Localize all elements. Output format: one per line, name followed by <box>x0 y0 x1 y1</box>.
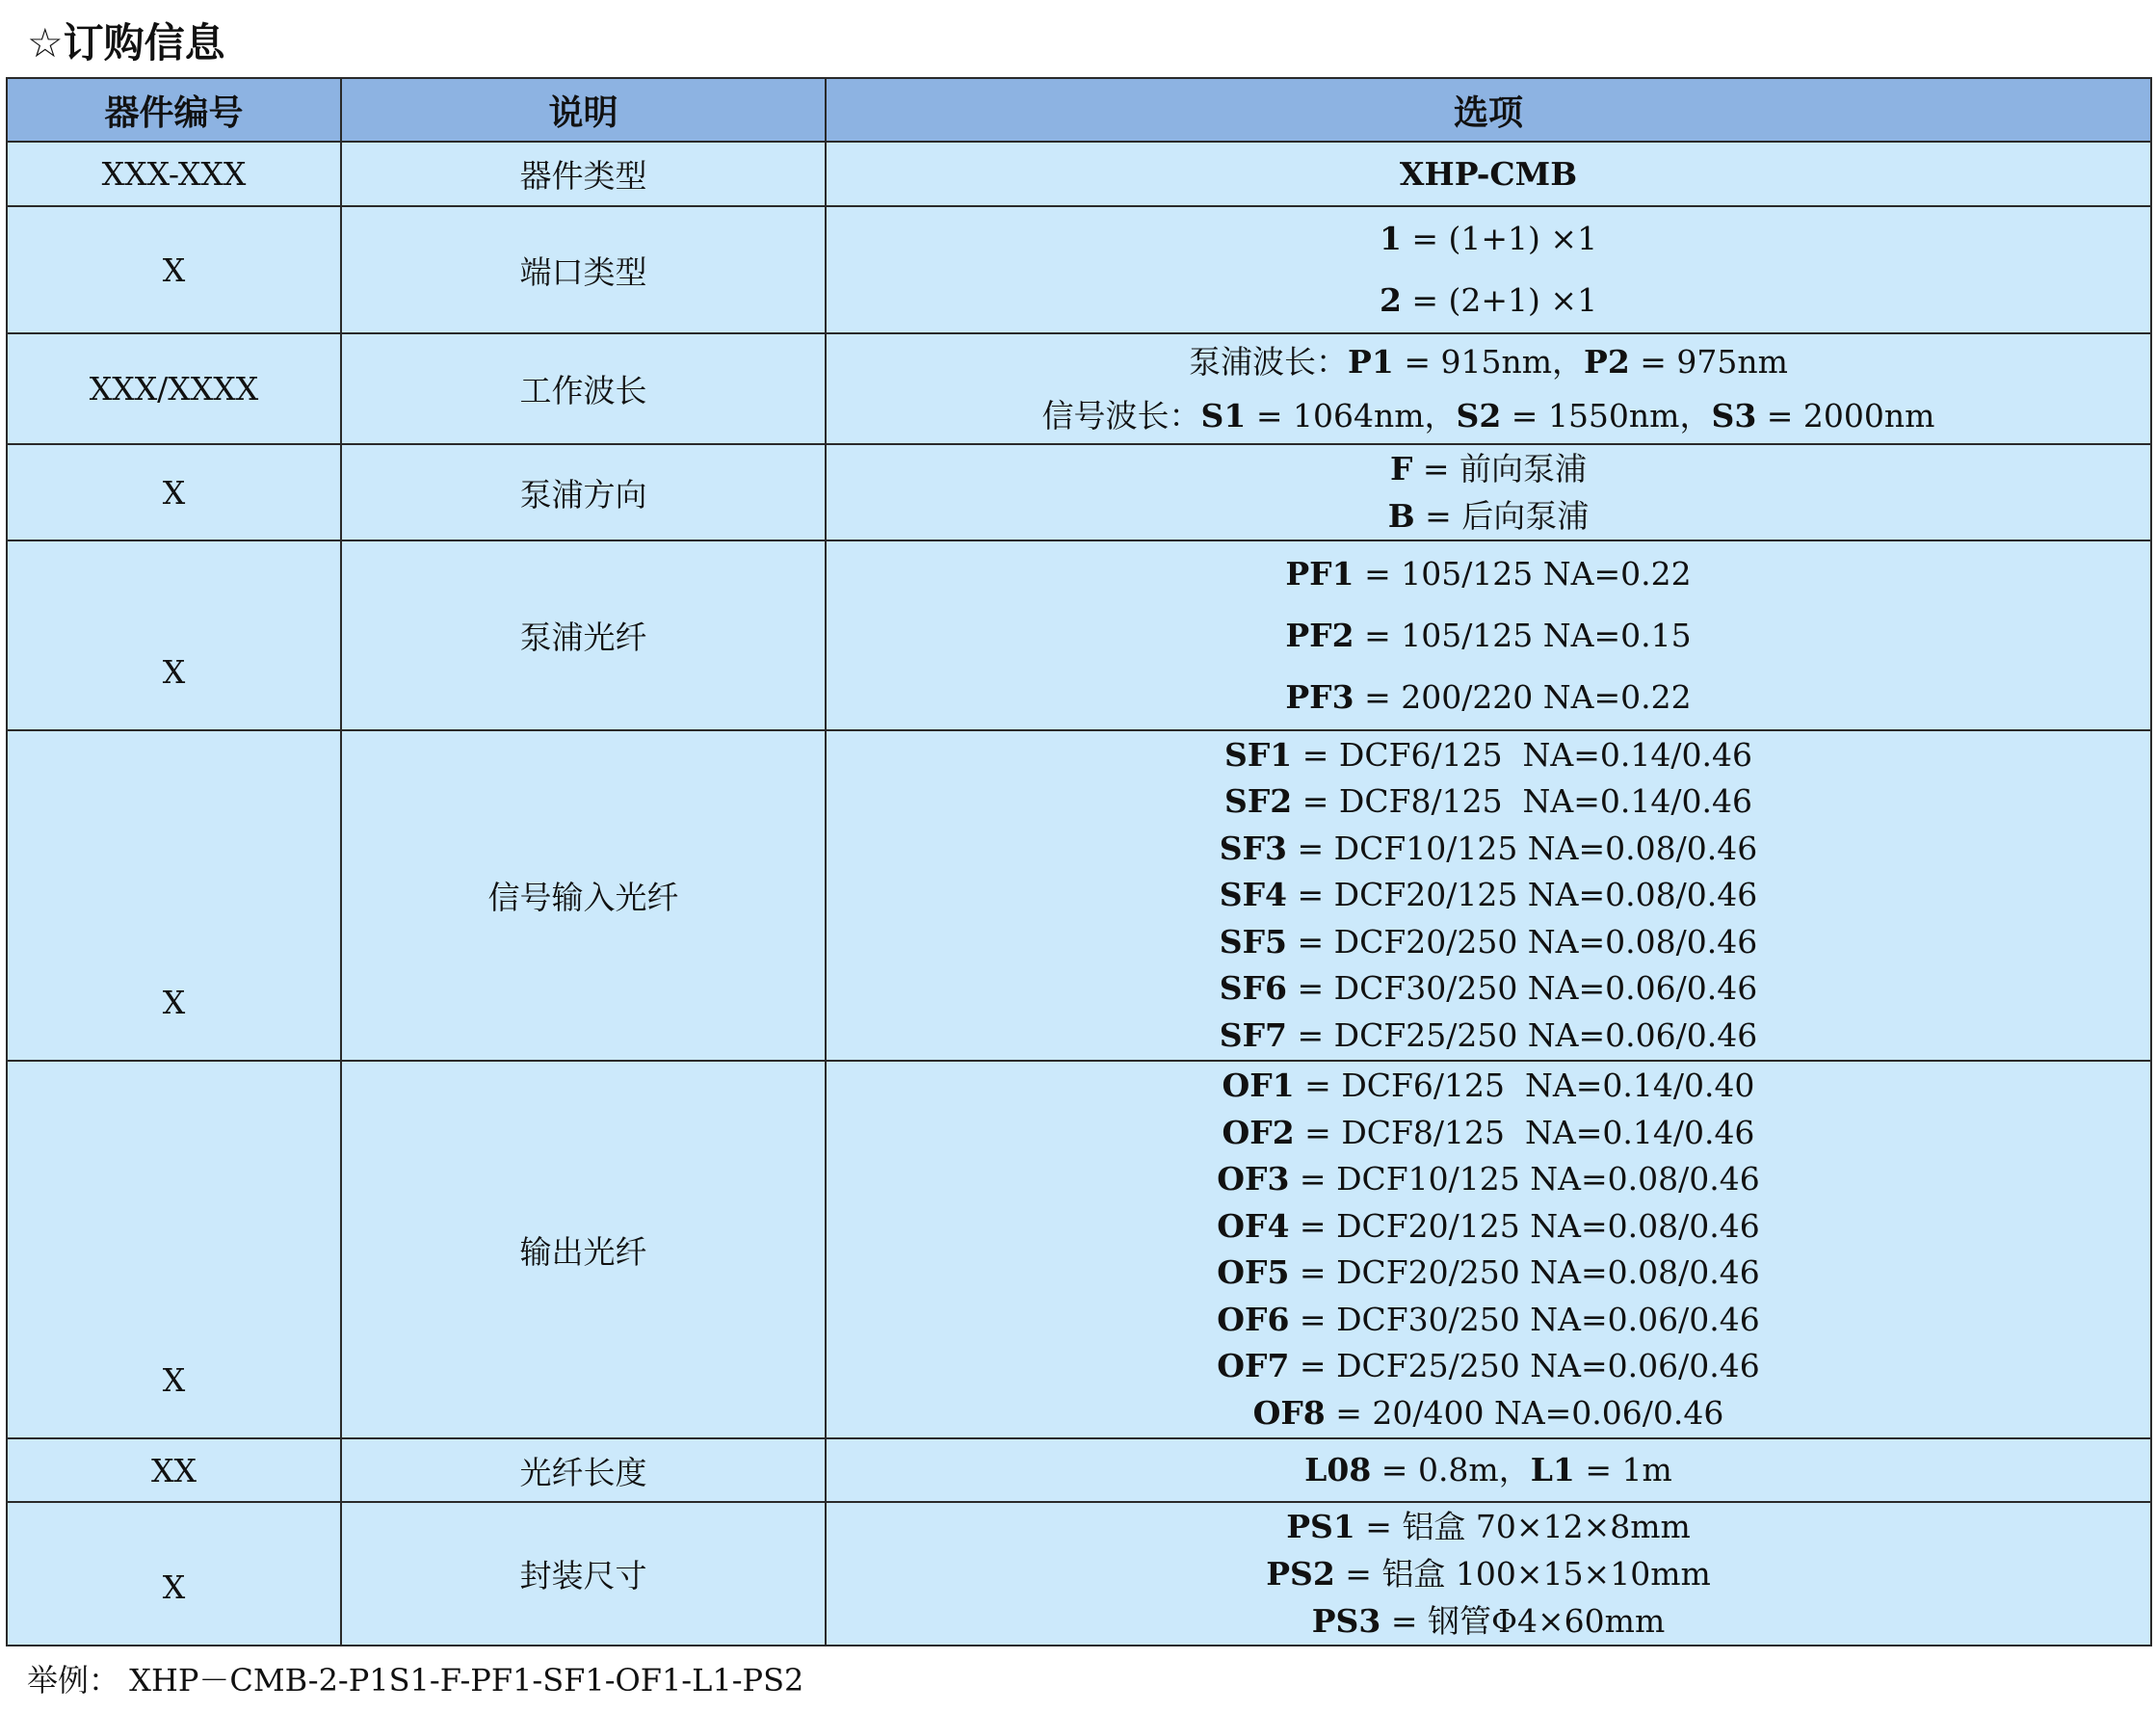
option-line <box>827 543 2150 605</box>
description-cell: 光纤长度 <box>341 1438 826 1502</box>
options-cell <box>826 206 2151 333</box>
part-number-cell: X <box>7 444 341 540</box>
option-value: = DCF25/250 NA=0.06/0.46 <box>1286 1015 1758 1054</box>
page-title: ☆订购信息 <box>27 19 225 66</box>
option-code: L1 <box>1530 1451 1575 1488</box>
description-cell: 器件类型 <box>341 142 826 206</box>
option-value: = 后向泵浦 <box>1414 497 1590 535</box>
option-value: = DCF8/125 NA=0.14/0.46 <box>1292 782 1752 821</box>
option-value: = 1064nm， <box>1246 396 1457 435</box>
option-code: PS1 <box>1286 1508 1355 1545</box>
part-number-cell: XXX/XXXX <box>7 333 341 444</box>
options-cell <box>826 1438 2151 1502</box>
part-number-cell: X <box>7 540 341 730</box>
option-value: = 105/125 NA=0.15 <box>1354 616 1692 654</box>
option-value: = DCF30/250 NA=0.06/0.46 <box>1289 1300 1760 1338</box>
option-line <box>827 778 2150 826</box>
option-line <box>827 1063 2150 1110</box>
option-line <box>827 1203 2150 1251</box>
option-code: XHP-CMB <box>1399 154 1578 193</box>
option-code: OF7 <box>1217 1347 1290 1384</box>
option-line <box>827 965 2150 1013</box>
option-code: SF5 <box>1219 922 1287 961</box>
option-code: PS3 <box>1311 1602 1381 1640</box>
options-cell <box>826 1061 2151 1438</box>
option-value: = 前向泵浦 <box>1412 450 1588 487</box>
option-value: = 975nm <box>1629 342 1788 381</box>
option-code: PF3 <box>1285 677 1354 716</box>
option-value: = DCF8/125 NA=0.14/0.46 <box>1294 1113 1755 1151</box>
table-row <box>7 333 2151 444</box>
description-cell: 输出光纤 <box>341 1061 826 1438</box>
option-code: PF1 <box>1285 554 1354 593</box>
option-line <box>827 1503 2150 1550</box>
option-value: = 2000nm <box>1756 396 1935 435</box>
option-line <box>827 826 2150 873</box>
option-value: = 钢管Φ4×60mm <box>1380 1602 1666 1640</box>
option-line <box>827 1550 2150 1597</box>
table-row <box>7 540 2151 730</box>
description-cell: 泵浦方向 <box>341 444 826 540</box>
table-row <box>7 206 2151 333</box>
option-line <box>827 919 2150 966</box>
option-code: OF5 <box>1217 1253 1290 1291</box>
part-number-cell: X <box>7 206 341 333</box>
table-row <box>7 444 2151 540</box>
option-line <box>827 445 2150 492</box>
option-value: = (1+1) ×1 <box>1401 220 1598 257</box>
ordering-table <box>6 77 2152 1646</box>
option-line <box>827 1597 2150 1645</box>
option-line <box>827 153 2150 196</box>
option-line <box>827 270 2150 331</box>
description-cell: 端口类型 <box>341 206 826 333</box>
option-value: = DCF6/125 NA=0.14/0.40 <box>1294 1067 1755 1104</box>
option-line <box>827 1156 2150 1203</box>
option-value: = 105/125 NA=0.22 <box>1354 554 1692 593</box>
option-value: = 1550nm， <box>1501 396 1712 435</box>
option-code: OF6 <box>1217 1300 1290 1338</box>
table-row <box>7 142 2151 206</box>
option-code: P1 <box>1348 342 1394 381</box>
option-line <box>827 389 2150 443</box>
option-value: = DCF10/125 NA=0.08/0.46 <box>1289 1160 1760 1198</box>
table-row <box>7 1061 2151 1438</box>
option-line <box>827 1297 2150 1344</box>
option-line <box>827 1449 2150 1491</box>
option-code: L08 <box>1304 1451 1372 1488</box>
option-line <box>827 492 2150 540</box>
header-part-number: 器件编号 <box>7 78 341 142</box>
option-code: OF4 <box>1217 1206 1290 1245</box>
option-line <box>827 605 2150 667</box>
options-cell <box>826 540 2151 730</box>
option-line <box>827 335 2150 389</box>
option-code: SF2 <box>1224 782 1293 821</box>
options-cell <box>826 730 2151 1061</box>
option-value: = DCF20/125 NA=0.08/0.46 <box>1289 1206 1760 1245</box>
table-row <box>7 1502 2151 1646</box>
option-value: = 1m <box>1574 1451 1672 1488</box>
part-number-cell: XX <box>7 1438 341 1502</box>
option-value: 信号波长： <box>1041 396 1201 435</box>
option-value: = 铝盒 70×12×8mm <box>1354 1508 1691 1545</box>
option-code: SF7 <box>1219 1015 1287 1054</box>
option-code: OF3 <box>1217 1160 1290 1198</box>
table-row <box>7 1438 2151 1502</box>
options-cell <box>826 142 2151 206</box>
option-line <box>827 872 2150 919</box>
option-value: 泵浦波长： <box>1189 342 1349 381</box>
option-line <box>827 732 2150 779</box>
option-code: OF1 <box>1222 1067 1295 1104</box>
option-line <box>827 1390 2150 1437</box>
options-cell <box>826 333 2151 444</box>
header-description: 说明 <box>341 78 826 142</box>
option-code: SF1 <box>1224 735 1293 774</box>
option-code: S3 <box>1711 396 1757 435</box>
example-text: 举例： XHP－CMB-2-P1S1-F-PF1-SF1-OF1-L1-PS2 <box>27 1662 804 1699</box>
option-value: = 200/220 NA=0.22 <box>1354 677 1692 716</box>
description-cell: 信号输入光纤 <box>341 730 826 1061</box>
option-code: OF8 <box>1252 1393 1326 1432</box>
option-code: 2 <box>1379 281 1402 319</box>
options-cell <box>826 1502 2151 1646</box>
option-value: = DCF20/250 NA=0.08/0.46 <box>1289 1253 1760 1291</box>
option-line <box>827 1343 2150 1390</box>
description-cell: 泵浦光纤 <box>341 540 826 730</box>
option-value: = 0.8m， <box>1371 1451 1531 1488</box>
option-value: = DCF20/250 NA=0.08/0.46 <box>1286 922 1758 961</box>
option-value: = (2+1) ×1 <box>1401 281 1598 319</box>
option-code: PS2 <box>1266 1555 1335 1593</box>
options-cell <box>826 444 2151 540</box>
option-value: = 铝盒 100×15×10mm <box>1334 1555 1711 1593</box>
option-code: S1 <box>1200 396 1247 435</box>
option-line <box>827 208 2150 270</box>
option-value: = 915nm， <box>1393 342 1584 381</box>
description-cell: 封装尺寸 <box>341 1502 826 1646</box>
option-code: SF4 <box>1219 876 1287 914</box>
option-line <box>827 1110 2150 1157</box>
option-code: SF6 <box>1219 969 1287 1008</box>
option-value: = DCF20/125 NA=0.08/0.46 <box>1286 876 1758 914</box>
part-number-cell: X <box>7 730 341 1061</box>
option-value: = DCF6/125 NA=0.14/0.46 <box>1292 735 1752 774</box>
option-code: 1 <box>1379 220 1402 257</box>
table-header-row <box>7 78 2151 142</box>
option-line <box>827 667 2150 728</box>
part-number-cell: X <box>7 1061 341 1438</box>
header-options: 选项 <box>826 78 2151 142</box>
option-code: F <box>1389 450 1413 487</box>
option-line <box>827 1013 2150 1060</box>
part-number-cell: X <box>7 1502 341 1646</box>
table-row <box>7 730 2151 1061</box>
option-code: OF2 <box>1222 1113 1295 1151</box>
part-number-cell: XXX-XXX <box>7 142 341 206</box>
option-code: P2 <box>1584 342 1630 381</box>
option-code: S2 <box>1456 396 1502 435</box>
option-value: = 20/400 NA=0.06/0.46 <box>1325 1393 1724 1432</box>
option-value: = DCF10/125 NA=0.08/0.46 <box>1286 829 1758 867</box>
option-value: = DCF25/250 NA=0.06/0.46 <box>1289 1347 1760 1384</box>
option-value: = DCF30/250 NA=0.06/0.46 <box>1286 969 1758 1008</box>
option-code: B <box>1387 497 1415 535</box>
option-code: PF2 <box>1285 616 1354 654</box>
description-cell: 工作波长 <box>341 333 826 444</box>
option-line <box>827 1250 2150 1297</box>
option-code: SF3 <box>1219 829 1287 867</box>
